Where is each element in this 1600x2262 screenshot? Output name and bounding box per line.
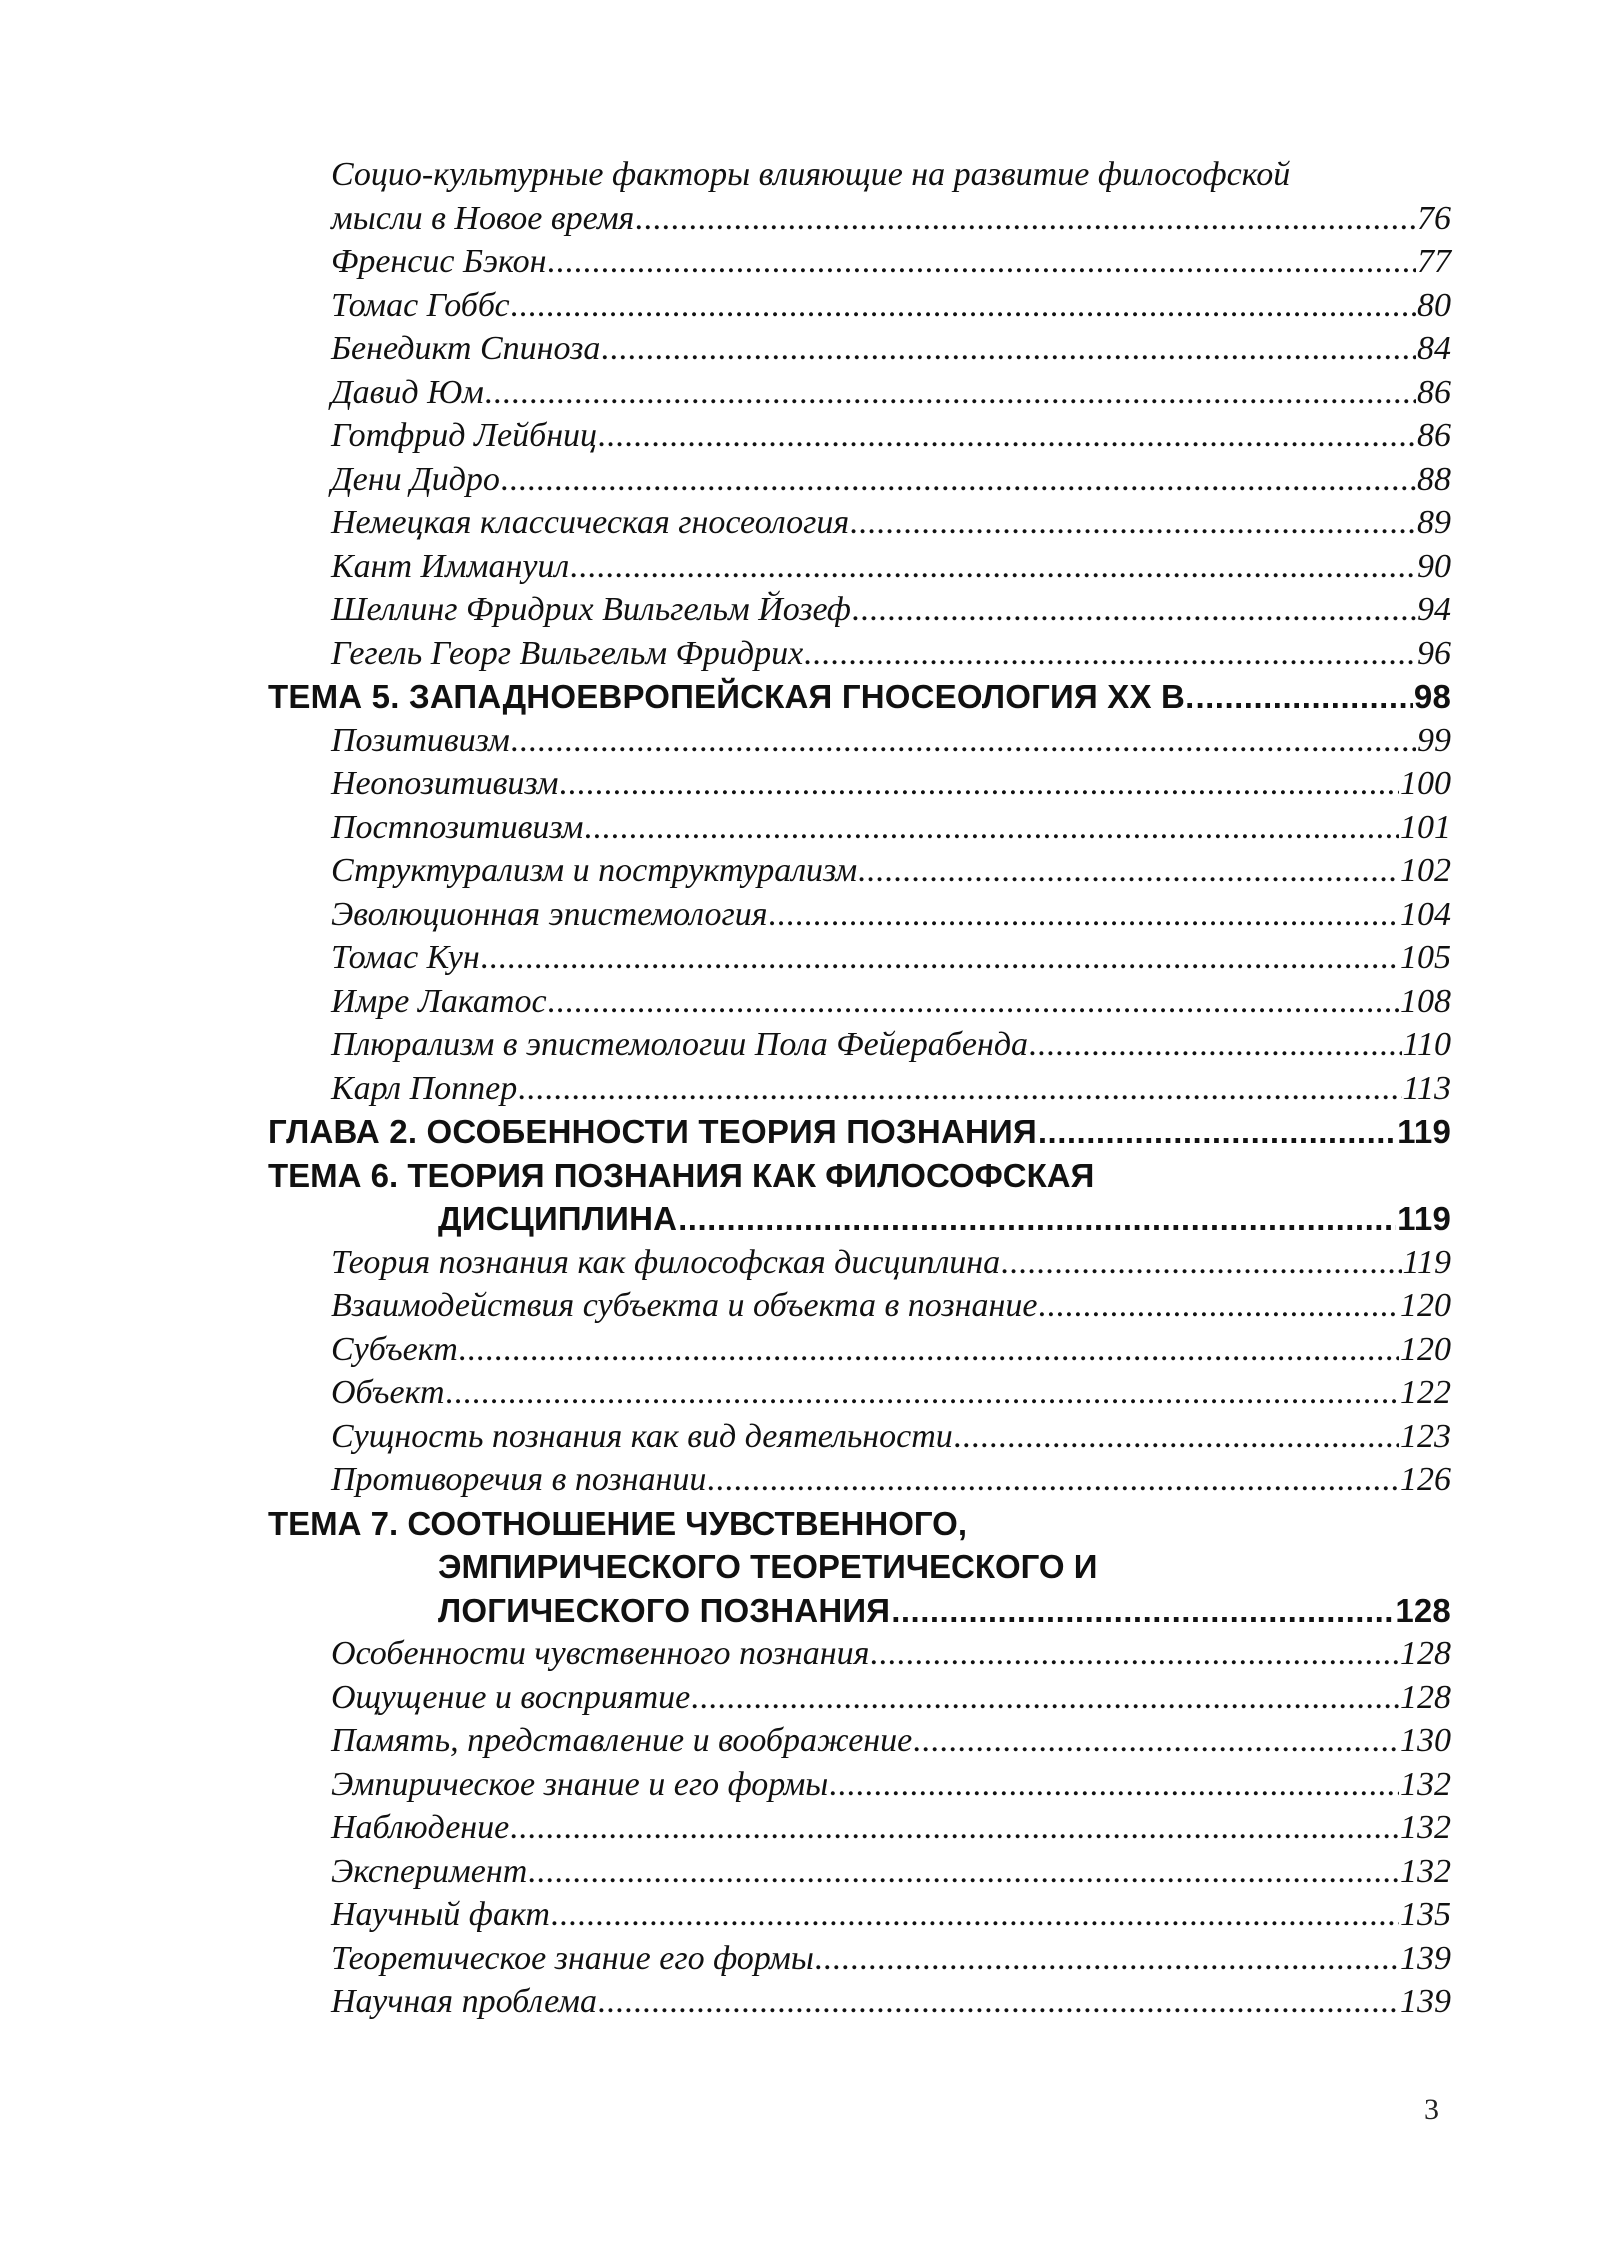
toc-entry[interactable] [268,806,1451,850]
toc-entry-page: 123 [1400,1417,1451,1455]
toc-entry-page: 120 [1400,1330,1451,1368]
toc-entry-page: 128 [1395,1591,1451,1629]
dot-leader [769,893,1399,937]
toc-entry[interactable] [268,458,1451,502]
toc-entry-title: Взаимодействия субъекта и объекта в познание [331,1287,1038,1324]
toc-entry-title: Имре Лакатос [331,982,547,1020]
toc-entry-page: 96 [1417,634,1451,672]
toc-entry-title: Объект [331,1374,445,1411]
toc-entry-line: Социо-культурные факторы влияющие на развитие философской [331,156,1291,193]
toc-entry[interactable] [268,719,1451,763]
toc-heading-entry[interactable] [268,675,1451,719]
toc-entry[interactable] [268,414,1451,458]
toc-entry[interactable] [268,371,1451,415]
dot-leader [570,545,1416,589]
dot-leader [635,197,1416,241]
toc-entry[interactable] [268,893,1451,937]
toc-heading-entry[interactable] [268,1110,1451,1154]
dot-leader [501,458,1416,502]
toc-entry[interactable] [268,1023,1451,1067]
toc-entry-title: Эмпирическое знание и его формы [331,1765,829,1803]
toc-entry-title: Научная проблема [331,1983,598,2020]
toc-entry-page: 130 [1400,1722,1451,1759]
toc-entry-page: 132 [1400,1765,1451,1803]
toc-entry[interactable] [268,1763,1451,1807]
dot-leader [691,1676,1399,1720]
toc-entry-page: 99 [1417,721,1451,759]
dot-leader [551,1893,1399,1937]
dot-leader [598,414,1416,458]
toc-entry-page: 105 [1400,939,1451,976]
dot-leader [1038,1110,1396,1154]
dot-leader [528,1850,1399,1894]
toc-entry-title: Гегель Георг Вильгельм Фридрих [331,634,804,672]
dot-leader [485,371,1416,415]
toc-entry-page: 86 [1417,373,1451,411]
toc-entry[interactable] [268,1458,1451,1502]
dot-leader [858,849,1399,893]
dot-leader [446,1371,1399,1415]
toc-entry[interactable] [268,1415,1451,1459]
toc-entry-page: 77 [1417,243,1451,280]
dot-leader [559,762,1399,806]
toc-entry[interactable] [268,1676,1451,1720]
toc-entry-title: Сущность познания как вид деятельности [331,1417,953,1455]
dot-leader [870,1632,1399,1676]
toc-entry-line: ТЕМА 6. ТЕОРИЯ ПОЗНАНИЯ КАК ФИЛОСОФСКАЯ [268,1156,1095,1194]
toc-entry-page: 139 [1400,1939,1451,1977]
toc-entry-page: 128 [1400,1635,1451,1672]
toc-entry-page: 88 [1417,460,1451,498]
toc-entry[interactable] [268,632,1451,676]
toc-entry-title: Ощущение и восприятие [331,1678,691,1716]
toc-entry[interactable] [268,936,1451,980]
toc-entry[interactable] [268,1284,1451,1328]
toc-entry-page: 80 [1417,286,1451,324]
toc-entry-page: 119 [1397,1200,1451,1237]
toc-entry[interactable] [268,1632,1451,1676]
toc-entry-page: 119 [1402,1243,1451,1281]
toc-entry-page: 135 [1400,1896,1451,1933]
toc-entry[interactable] [268,197,1451,241]
toc-entry-title: Постпозитивизм [331,808,584,846]
toc-entry-page: 119 [1397,1113,1451,1150]
toc-entry[interactable] [268,284,1451,328]
toc-entry[interactable] [268,1937,1451,1981]
toc-entry[interactable] [268,980,1451,1024]
toc-entry-page: 132 [1400,1809,1451,1846]
toc-entry-title: Субъект [331,1330,458,1368]
toc-entry-page: 100 [1400,765,1451,802]
toc-entry-page: 110 [1402,1026,1451,1063]
toc-entry-page: 102 [1400,852,1451,889]
toc-entry-page: 113 [1402,1069,1451,1107]
toc-entry-line: ЭМПИРИЧЕСКОГО ТЕОРЕТИЧЕСКОГО И [438,1548,1098,1585]
toc-entry[interactable] [268,1371,1451,1415]
toc-entry[interactable] [268,1980,1451,2024]
toc-entry-title: Позитивизм [331,721,510,759]
toc-entry-title: Томас Кун [331,939,480,976]
toc-entry-page: 128 [1400,1678,1451,1716]
toc-entry-page: 98 [1413,678,1451,715]
toc-entry-page: 122 [1400,1374,1451,1411]
dot-leader [1001,1241,1401,1285]
toc-entry-title: Научный факт [331,1896,550,1933]
dot-leader [584,806,1399,850]
toc-entry-title: Немецкая классическая гносеология [331,504,850,541]
toc-entry-page: 126 [1400,1461,1451,1498]
dot-leader [913,1719,1399,1763]
toc-entry-title: Давид Юм [331,373,484,411]
toc-entry-page: 108 [1400,982,1451,1020]
dot-leader [1038,1284,1399,1328]
toc-entry-title: ЛОГИЧЕСКОГО ПОЗНАНИЯ [438,1591,891,1629]
dot-leader [852,588,1416,632]
toc-entry-title: ДИСЦИПЛИНА [438,1200,678,1237]
toc-entry[interactable] [268,1241,1451,1285]
toc-entry-title: ГЛАВА 2. ОСОБЕННОСТИ ТЕОРИЯ ПОЗНАНИЯ [268,1113,1037,1150]
toc-entry-title: Готфрид Лейбниц [331,417,598,454]
toc-entry-page: 104 [1400,895,1451,933]
dot-leader [850,501,1416,545]
toc-entry-title: Теоретическое знание его формы [331,1939,814,1977]
toc-entry-title: Френсис Бэкон [331,243,547,280]
dot-leader [518,1067,1401,1111]
toc-entry-page: 94 [1417,591,1451,628]
toc-entry-title: ТЕМА 5. ЗАПАДНОЕВРОПЕЙСКАЯ ГНОСЕОЛОГИЯ XX В. [268,678,1195,715]
dot-leader [678,1197,1396,1241]
dot-leader [1029,1023,1401,1067]
toc-entry-page: 132 [1400,1852,1451,1890]
toc-entry[interactable] [268,1806,1451,1850]
dot-leader [598,1980,1399,2024]
dot-leader [707,1458,1399,1502]
toc-entry-page: 89 [1417,504,1451,541]
dot-leader [510,1806,1399,1850]
page-number: 3 [1424,2093,1439,2126]
toc-entry-line: ТЕМА 7. СООТНОШЕНИЕ ЧУВСТВЕННОГО, [268,1504,967,1542]
toc-entry[interactable] [268,545,1451,589]
dot-leader [1195,675,1412,719]
toc-entry[interactable] [268,1850,1451,1894]
toc-entry-title: Структурализм и поструктурализм [331,852,858,889]
toc-entry-title: Неопозитивизм [331,765,559,802]
toc-entry-title: Шеллинг Фридрих Вильгельм Йозеф [331,591,851,628]
toc-entry[interactable] [268,1719,1451,1763]
toc-entry-page: 76 [1417,199,1451,237]
toc-entry[interactable] [268,501,1451,545]
toc-entry-title: Плюрализм в эпистемологии Пола Фейерабенда [331,1026,1029,1063]
toc-entry[interactable] [268,240,1451,284]
dot-leader [511,284,1416,328]
toc-entry-page: 84 [1417,330,1451,367]
toc-entry-page: 139 [1400,1983,1451,2020]
toc-entry-title: Противоречия в познании [331,1461,707,1498]
toc-entry[interactable] [268,1328,1451,1372]
toc-entry-page: 120 [1400,1287,1451,1324]
toc-entry-title: Особенности чувственного познания [331,1635,870,1672]
toc-heading-entry[interactable] [268,1589,1451,1633]
toc-entry-title: Томас Гоббс [331,286,510,324]
toc-entry[interactable] [268,1893,1451,1937]
dot-leader [548,980,1399,1024]
toc-entry-title: Дени Дидро [331,460,500,498]
toc-entry-title: мысли в Новое время [331,199,635,237]
dot-leader [829,1763,1399,1807]
dot-leader [815,1937,1399,1981]
toc-entry-page: 101 [1400,808,1451,846]
toc-entry-page: 90 [1417,547,1451,585]
dot-leader [954,1415,1399,1459]
dot-leader [548,240,1416,284]
dot-leader [459,1328,1399,1372]
toc-entry-title: Наблюдение [331,1809,510,1846]
toc-entry-title: Бенедикт Спиноза [331,330,601,367]
toc-entry[interactable] [268,762,1451,806]
toc-entry-title: Кант Иммануил [331,547,570,585]
dot-leader [891,1589,1394,1633]
toc-entry[interactable] [268,588,1451,632]
toc-entry-page: 86 [1417,417,1451,454]
toc-entry[interactable] [268,327,1451,371]
toc-entry-title: Карл Поппер [331,1069,518,1107]
dot-leader [804,632,1416,676]
toc-entry[interactable] [268,1067,1451,1111]
toc-heading-entry[interactable] [268,1197,1451,1241]
toc-entry-title: Эксперимент [331,1852,528,1890]
dot-leader [511,719,1416,763]
dot-leader [481,936,1399,980]
toc-entry[interactable] [268,849,1451,893]
dot-leader [601,327,1416,371]
toc-entry-title: Эволюционная эпистемология [331,895,768,933]
toc-entry-title: Память, представление и воображение [331,1722,913,1759]
table-of-contents [268,153,1451,2024]
toc-entry-title: Теория познания как философская дисциплина [331,1243,1001,1281]
